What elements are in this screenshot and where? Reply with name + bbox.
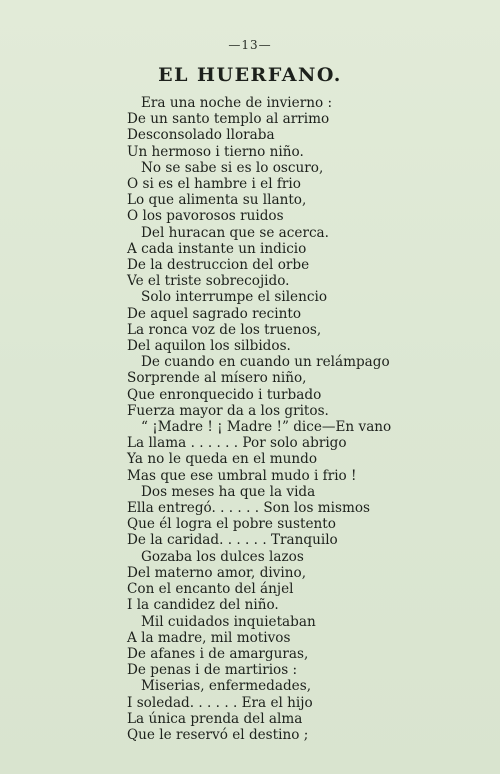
poem-line: Gozaba los dulces lazos xyxy=(141,548,304,565)
poem-line: Que él logra el pobre sustento xyxy=(127,516,336,533)
poem-line: I la candidez del niño. xyxy=(127,597,279,614)
poem-line: De la destruccion del orbe xyxy=(127,257,310,274)
poem-line: De penas i de martirios : xyxy=(127,662,298,679)
poem-line: Lo que alimenta su llanto, xyxy=(127,192,307,209)
poem-line: No se sabe si es lo oscuro, xyxy=(141,159,324,176)
poem-line: Desconsolado lloraba xyxy=(127,127,275,144)
poem-line: Del huracan que se acerca. xyxy=(141,224,329,241)
poem-line: A cada instante un indicio xyxy=(127,240,307,257)
poem-line: Que le reservó el destino ; xyxy=(127,726,309,743)
poem-line: “ ¡Madre ! ¡ Madre !” dice—En vano xyxy=(141,419,392,436)
poem-line: O los pavorosos ruidos xyxy=(127,208,284,225)
poem-body xyxy=(127,95,487,743)
poem-line: La única prenda del alma xyxy=(127,710,303,727)
poem-line: Del materno amor, divino, xyxy=(127,564,307,581)
poem-line: Solo interrumpe el silencio xyxy=(141,289,327,306)
poem-line: Ve el triste sobrecojido. xyxy=(127,273,290,290)
poem-line: De afanes i de amarguras, xyxy=(127,645,309,662)
poem-line: De cuando en cuando un relámpago xyxy=(141,354,390,371)
poem-line: Del aquilon los silbidos. xyxy=(127,338,291,355)
poem-line: La llama . . . . . . Por solo abrigo xyxy=(127,435,347,452)
poem-line: Mil cuidados inquietaban xyxy=(141,613,316,630)
poem-line: De un santo templo al arrimo xyxy=(127,111,330,128)
poem-line: Un hermoso i tierno niño. xyxy=(127,143,304,160)
poem-line: Con el encanto del ánjel xyxy=(127,581,294,598)
poem-line: Era una noche de invierno : xyxy=(141,95,333,111)
poem-line: Mas que ese umbral mudo i frio ! xyxy=(127,467,357,484)
poem-line: Miserias, enfermedades, xyxy=(141,678,312,695)
poem-line: Sorprende al mísero niño, xyxy=(127,370,307,387)
poem-line: Dos meses ha que la vida xyxy=(141,483,316,500)
poem-line: Ella entregó. . . . . . Son los mismos xyxy=(127,500,371,517)
poem-line: Que enronquecido i turbado xyxy=(127,386,322,403)
poem-title: EL HUERFANO. xyxy=(158,64,342,86)
poem-line: O si es el hambre i el frio xyxy=(127,176,301,193)
poem-line: De la caridad. . . . . . Tranquilo xyxy=(127,532,338,549)
poem-line: La ronca voz de los truenos, xyxy=(127,321,322,338)
poem-line: I soledad. . . . . . Era el hijo xyxy=(127,694,313,711)
page-number: —13— xyxy=(228,38,272,52)
poem-line: Ya no le queda en el mundo xyxy=(127,451,318,468)
poem-line: De aquel sagrado recinto xyxy=(127,305,302,322)
poem-line: A la madre, mil motivos xyxy=(127,629,291,646)
poem-line: Fuerza mayor da a los gritos. xyxy=(127,402,329,419)
